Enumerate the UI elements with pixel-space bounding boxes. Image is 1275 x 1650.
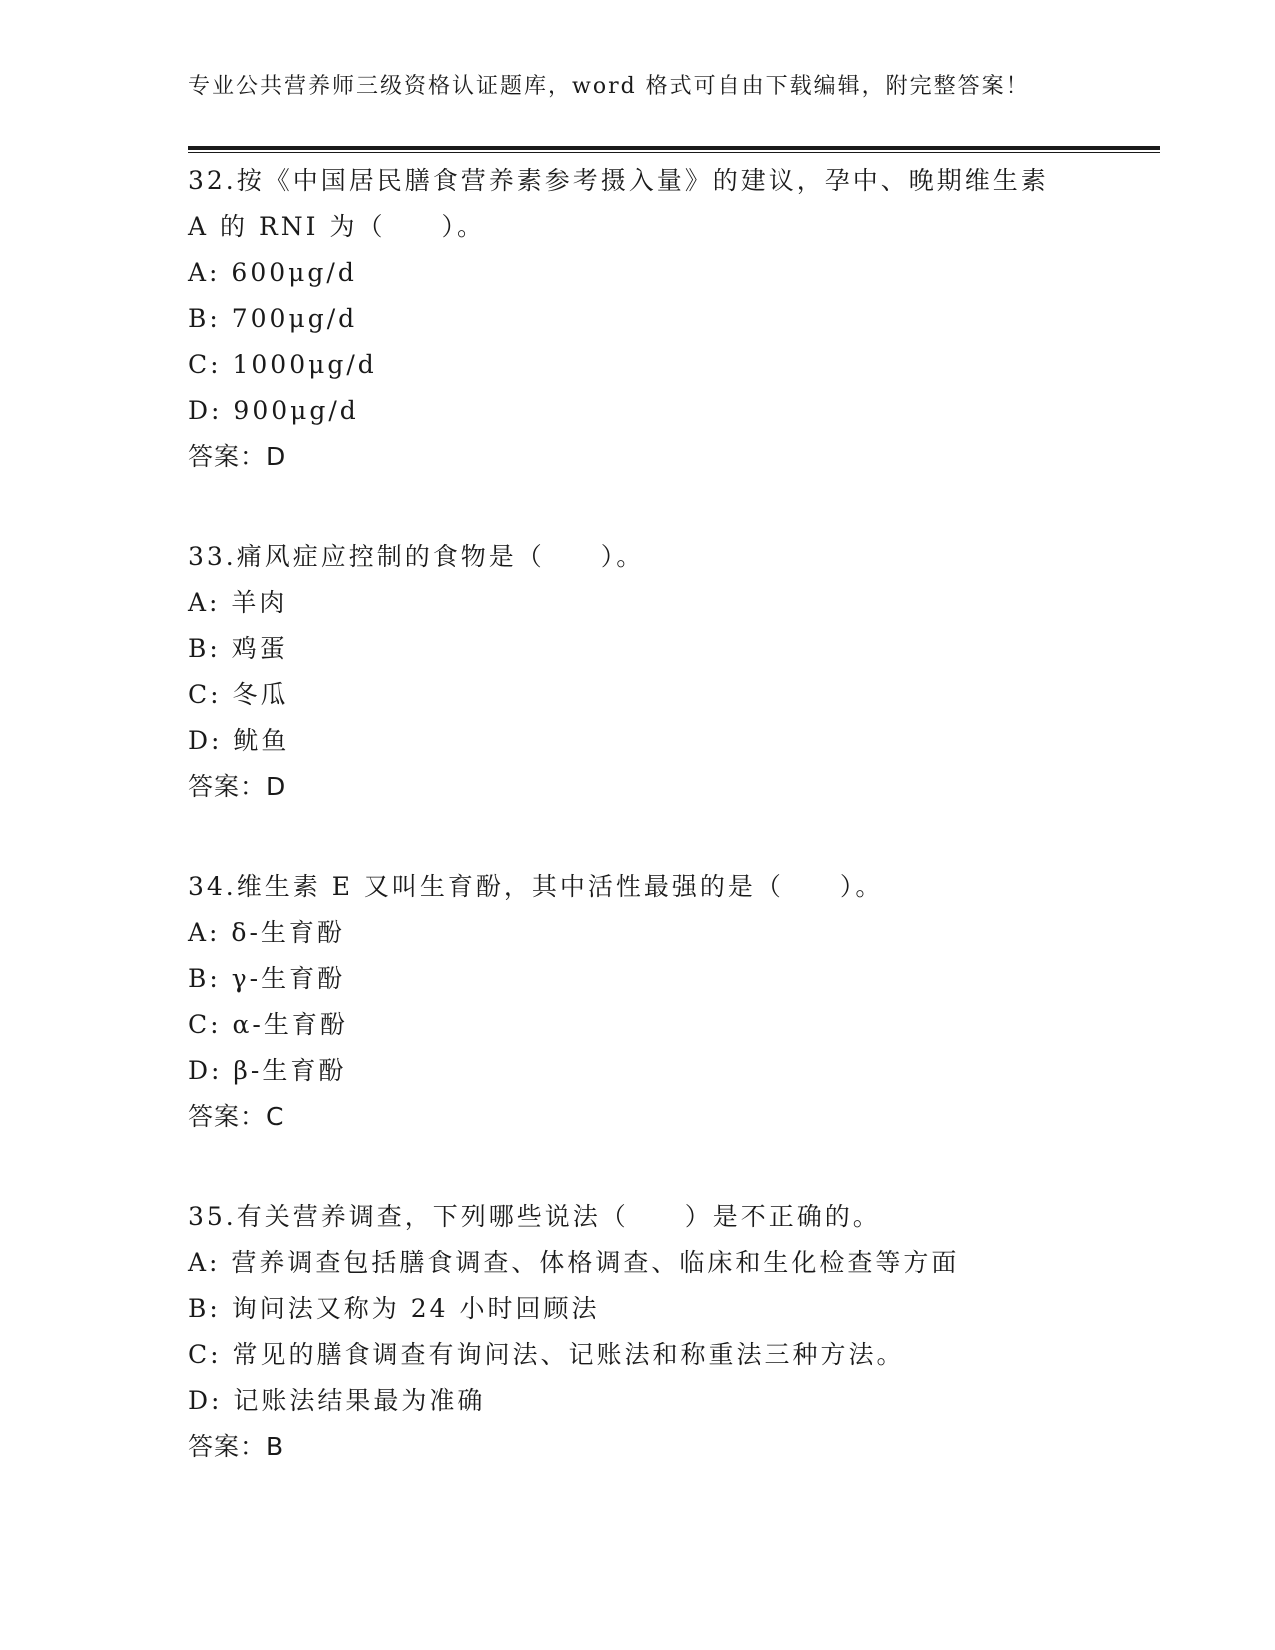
option-a: A: 600μg/d	[188, 258, 357, 287]
option-b: B: γ-生育酚	[188, 964, 346, 993]
answer: 答案：D	[188, 442, 287, 471]
question-stem: A 的 RNI 为（ ）。	[188, 212, 485, 241]
option-c: C: α-生育酚	[188, 1010, 348, 1039]
header-divider-thin	[188, 152, 1160, 153]
option-d: D: 900μg/d	[188, 396, 359, 425]
page-header: 专业公共营养师三级资格认证题库，word 格式可自由下载编辑，附完整答案！	[188, 74, 1030, 99]
question-35	[188, 1194, 1148, 1470]
option-a: A: δ-生育酚	[188, 918, 345, 947]
answer: 答案：C	[188, 1102, 285, 1131]
question-34	[188, 864, 1148, 1140]
option-d: D: 鱿鱼	[188, 726, 290, 755]
option-b: B: 询问法又称为 24 小时回顾法	[188, 1294, 600, 1323]
option-d: D: 记账法结果最为准确	[188, 1386, 486, 1415]
option-a: A: 羊肉	[188, 588, 288, 617]
answer: 答案：D	[188, 772, 287, 801]
option-b: B: 鸡蛋	[188, 634, 288, 663]
option-c: C: 常见的膳食调查有询问法、记账法和称重法三种方法。	[188, 1340, 905, 1369]
option-c: C: 1000μg/d	[188, 350, 377, 379]
option-a: A: 营养调查包括膳食调查、体格调查、临床和生化检查等方面	[188, 1248, 960, 1277]
question-stem: 32.按《中国居民膳食营养素参考摄入量》的建议，孕中、晚期维生素	[188, 166, 1049, 195]
option-d: D: β-生育酚	[188, 1056, 347, 1085]
question-stem: 35.有关营养调查，下列哪些说法（ ）是不正确的。	[188, 1202, 881, 1231]
option-b: B: 700μg/d	[188, 304, 358, 333]
option-c: C: 冬瓜	[188, 680, 289, 709]
question-stem: 33.痛风症应控制的食物是（ ）。	[188, 542, 645, 571]
question-list	[188, 158, 1148, 1524]
header-divider-thick	[188, 146, 1160, 150]
question-32	[188, 158, 1148, 480]
answer: 答案：B	[188, 1432, 285, 1461]
question-stem: 34.维生素 E 又叫生育酚，其中活性最强的是（ ）。	[188, 872, 884, 901]
question-33	[188, 534, 1148, 810]
